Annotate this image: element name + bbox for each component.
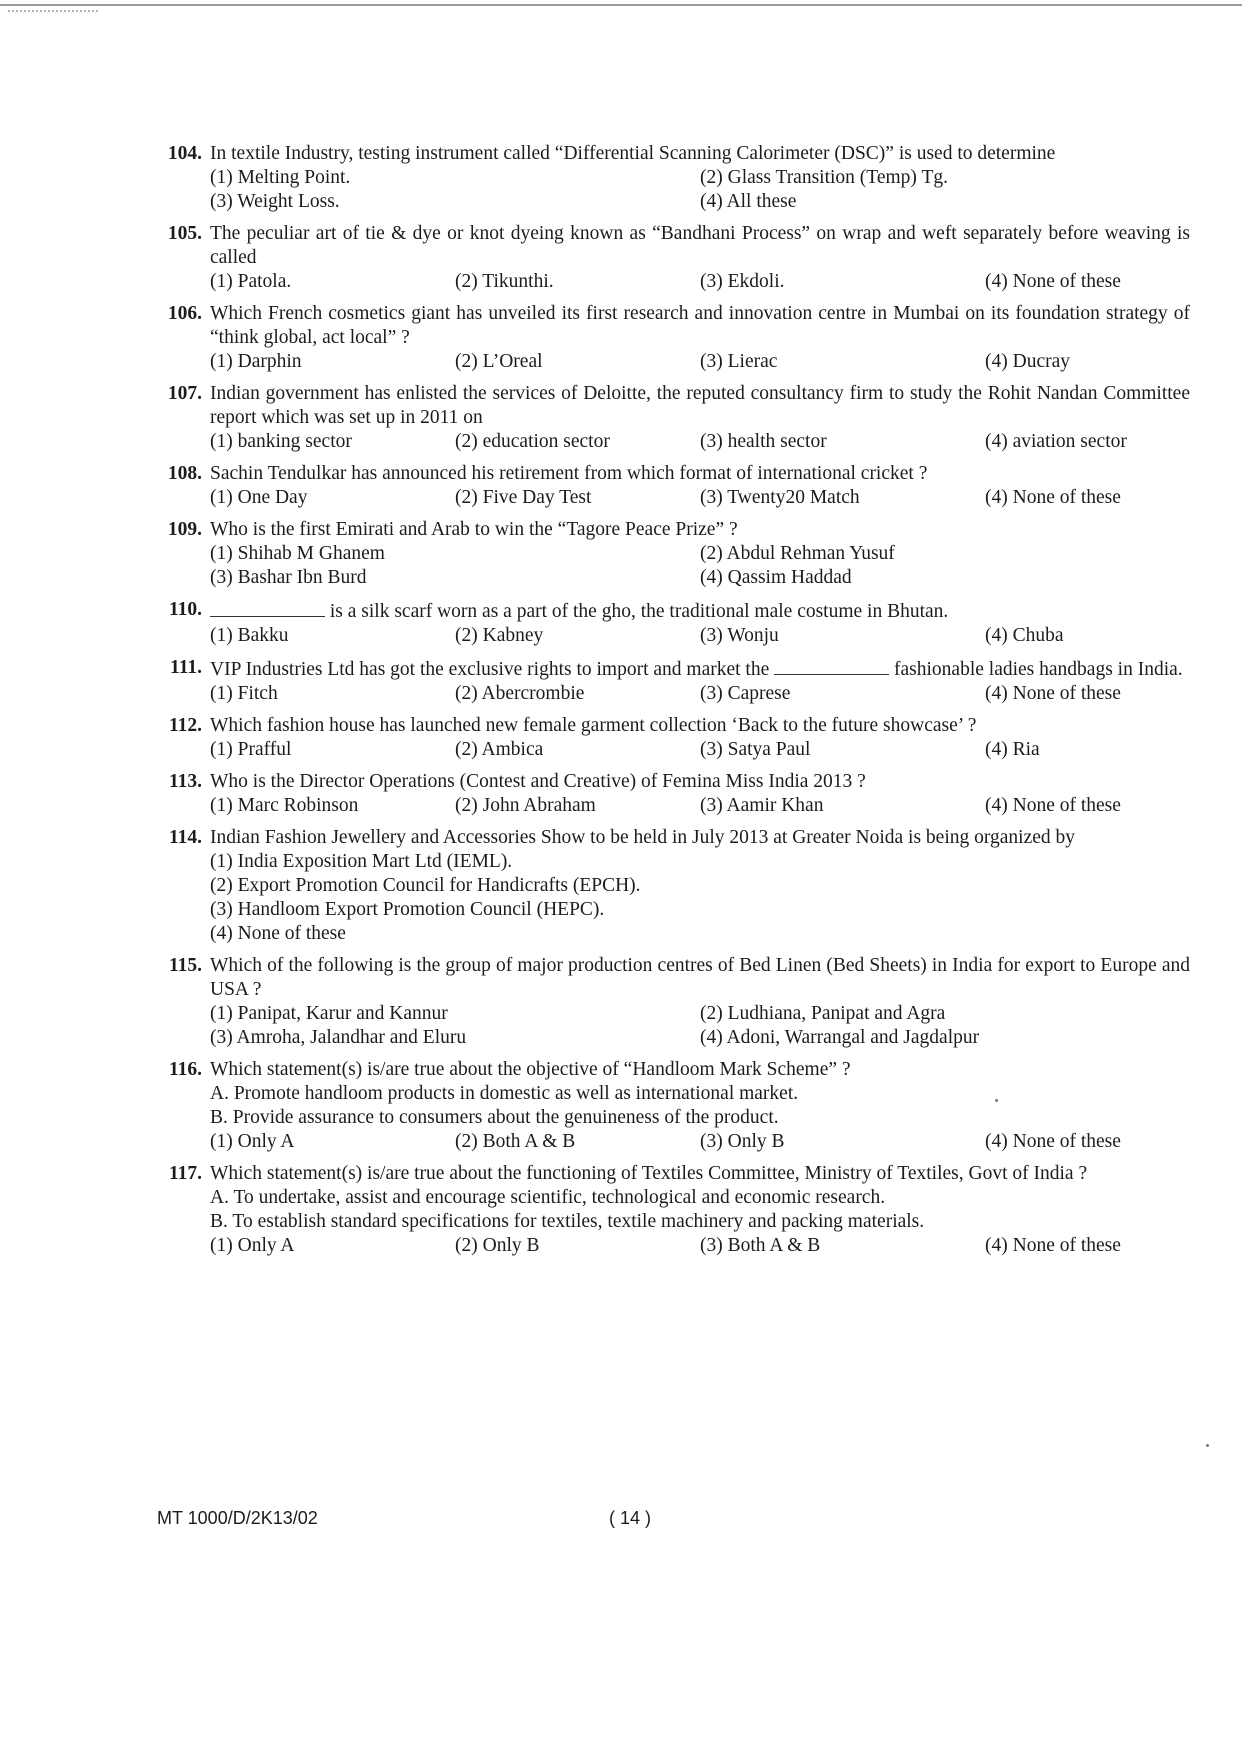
answer-option: (1) Patola.	[210, 271, 292, 292]
statement: B. Provide assurance to consumers about the genuineness of the product.	[210, 1107, 779, 1128]
answer-option: (1) India Exposition Mart Ltd (IEML).	[210, 851, 513, 872]
paper-code: MT 1000/D/2K13/02	[157, 1508, 318, 1528]
answer-options	[210, 542, 1190, 590]
fill-in-blank	[210, 598, 325, 617]
question-item	[155, 462, 1190, 510]
question-text	[210, 656, 1190, 682]
answer-option: (4) None of these	[985, 271, 1121, 292]
question-number: 116.	[168, 1059, 202, 1080]
question-text: The peculiar art of tie & dye or knot dyeing known as “Bandhani Process” on wrap and weft separately before weaving is called	[210, 223, 1190, 268]
answer-option: (4) All these	[700, 191, 797, 212]
question-list	[155, 142, 1190, 1266]
question-item	[155, 1058, 1190, 1154]
answer-option: (3) Both A & B	[700, 1235, 821, 1256]
question-item	[155, 954, 1190, 1050]
question-item	[155, 382, 1190, 454]
answer-option: (3) Amroha, Jalandhar and Eluru	[210, 1027, 467, 1048]
question-text: In textile Industry, testing instrument called “Differential Scanning Calorimeter (DSC)” is used to determine	[210, 143, 1056, 164]
question-body	[210, 714, 1190, 762]
question-body	[210, 382, 1190, 454]
answer-option: (4) None of these	[985, 487, 1121, 508]
answer-options	[210, 1002, 1190, 1050]
question-item	[155, 518, 1190, 590]
question-number: 107.	[167, 383, 202, 404]
answer-option: (2) Kabney	[455, 625, 544, 646]
question-body	[210, 222, 1190, 294]
answer-option: (2) Abercrombie	[455, 683, 585, 704]
answer-option: (4) Chuba	[985, 625, 1064, 646]
answer-option: (3) Caprese	[700, 683, 791, 704]
answer-options	[210, 794, 1190, 818]
question-item	[155, 1162, 1190, 1258]
question-number: 109.	[167, 519, 202, 540]
answer-option: (3) Satya Paul	[700, 739, 811, 760]
answer-option: (3) Twenty20 Match	[700, 487, 860, 508]
question-body	[210, 302, 1190, 374]
answer-option: (2) Ludhiana, Panipat and Agra	[700, 1003, 946, 1024]
question-body	[210, 954, 1190, 1050]
question-number: 110.	[168, 599, 202, 620]
question-body	[210, 1162, 1190, 1258]
answer-options	[210, 850, 1190, 946]
question-text: Who is the Director Operations (Contest and Creative) of Femina Miss India 2013 ?	[210, 771, 866, 792]
question-item	[155, 826, 1190, 946]
answer-option: (3) Weight Loss.	[210, 191, 340, 212]
answer-option: (3) Aamir Khan	[700, 795, 824, 816]
answer-option: (1) Marc Robinson	[210, 795, 359, 816]
answer-option: (1) Shihab M Ghanem	[210, 543, 385, 564]
statement: A. Promote handloom products in domestic as well as international market.	[210, 1083, 799, 1104]
answer-options	[210, 624, 1190, 648]
statement: B. To establish standard specifications for textiles, textile machinery and packing materials.	[210, 1211, 925, 1232]
answer-options	[210, 166, 1190, 214]
answer-option: (3) Lierac	[700, 351, 778, 372]
question-body	[210, 142, 1190, 214]
answer-option: (4) None of these	[985, 795, 1121, 816]
answer-option: (2) Five Day Test	[455, 487, 592, 508]
question-number: 117.	[168, 1163, 202, 1184]
answer-option: (2) Both A & B	[455, 1131, 576, 1152]
question-number: 104.	[167, 143, 202, 164]
question-text: Which fashion house has launched new female garment collection ‘Back to the future showcase’ ?	[210, 715, 977, 736]
answer-option: (2) John Abraham	[455, 795, 596, 816]
answer-option: (4) None of these	[985, 1235, 1121, 1256]
question-text: Which statement(s) is/are true about the functioning of Textiles Committee, Ministry of Textiles, Govt of India ?	[210, 1163, 1088, 1184]
answer-option: (3) Only B	[700, 1131, 785, 1152]
answer-option: (4) Ria	[985, 739, 1040, 760]
question-body	[210, 656, 1190, 706]
answer-option: (4) Qassim Haddad	[700, 567, 852, 588]
question-number: 111.	[170, 657, 202, 678]
answer-option: (3) Ekdoli.	[700, 271, 785, 292]
question-body	[210, 598, 1190, 648]
page-number: ( 14 )	[609, 1508, 652, 1528]
question-text	[210, 598, 1190, 624]
question-number: 114.	[168, 827, 202, 848]
answer-option: (2) education sector	[455, 431, 610, 452]
question-body	[210, 518, 1190, 590]
answer-options	[210, 350, 1190, 374]
question-number: 108.	[167, 463, 202, 484]
answer-options	[210, 738, 1190, 762]
question-item	[155, 598, 1190, 648]
answer-option: (2) Abdul Rehman Yusuf	[700, 543, 895, 564]
answer-option: (1) Only A	[210, 1131, 295, 1152]
answer-option: (4) None of these	[985, 683, 1121, 704]
answer-option: (4) aviation sector	[985, 431, 1127, 452]
answer-option: (4) Ducray	[985, 351, 1070, 372]
question-body	[210, 1058, 1190, 1154]
answer-option: (4) None of these	[985, 1131, 1121, 1152]
answer-options	[210, 682, 1190, 706]
answer-option: (2) Only B	[455, 1235, 540, 1256]
question-text: Which French cosmetics giant has unveiled its first research and innovation centre in Mumbai on its foundation strategy of “think global, act local” ?	[210, 303, 1190, 348]
question-number: 105.	[167, 223, 202, 244]
question-number: 115.	[168, 955, 202, 976]
question-text: Who is the first Emirati and Arab to win the “Tagore Peace Prize” ?	[210, 519, 738, 540]
scan-speck	[1206, 1444, 1209, 1447]
question-text: Indian government has enlisted the services of Deloitte, the reputed consultancy firm to study the Rohit Nandan Committee report which was set up in 2011 on	[210, 383, 1190, 428]
scan-speck	[995, 1099, 998, 1102]
answer-option: (1) banking sector	[210, 431, 352, 452]
question-number: 113.	[168, 771, 202, 792]
answer-option: (1) Melting Point.	[210, 167, 351, 188]
answer-option: (4) None of these	[210, 923, 346, 944]
question-body	[210, 770, 1190, 818]
answer-options	[210, 270, 1190, 294]
answer-option: (3) Bashar Ibn Burd	[210, 567, 367, 588]
answer-option: (1) One Day	[210, 487, 308, 508]
question-body	[210, 462, 1190, 510]
question-item	[155, 222, 1190, 294]
question-text-before-blank: VIP Industries Ltd has got the exclusive rights to import and market the	[210, 659, 775, 680]
answer-option: (2) Ambica	[455, 739, 544, 760]
answer-option: (1) Bakku	[210, 625, 289, 646]
answer-options	[210, 486, 1190, 510]
question-text: Indian Fashion Jewellery and Accessories Show to be held in July 2013 at Greater Noida is being organized by	[210, 827, 1076, 848]
answer-option: (2) Tikunthi.	[455, 271, 554, 292]
scan-edge-mark	[8, 10, 98, 12]
statement: A. To undertake, assist and encourage scientific, technological and economic research.	[210, 1187, 886, 1208]
question-item	[155, 714, 1190, 762]
question-text-after-blank: is a silk scarf worn as a part of the gho, the traditional male costume in Bhutan.	[325, 601, 949, 622]
question-item	[155, 142, 1190, 214]
answer-option: (3) Wonju	[700, 625, 779, 646]
question-item	[155, 302, 1190, 374]
answer-option: (1) Prafful	[210, 739, 292, 760]
question-text: Which statement(s) is/are true about the objective of “Handloom Mark Scheme” ?	[210, 1059, 851, 1080]
answer-option: (1) Only A	[210, 1235, 295, 1256]
answer-options	[210, 430, 1190, 454]
answer-option: (2) Glass Transition (Temp) Tg.	[700, 167, 948, 188]
answer-option: (2) L’Oreal	[455, 351, 543, 372]
answer-option: (1) Darphin	[210, 351, 302, 372]
question-text: Which of the following is the group of major production centres of Bed Linen (Bed Sheets) in India for export to Europe and USA ?	[210, 955, 1190, 1000]
answer-option: (2) Export Promotion Council for Handicrafts (EPCH).	[210, 875, 641, 896]
answer-option: (1) Panipat, Karur and Kannur	[210, 1003, 448, 1024]
question-number: 112.	[168, 715, 202, 736]
fill-in-blank	[774, 656, 889, 675]
scan-top-edge-line	[0, 4, 1242, 6]
question-body	[210, 826, 1190, 946]
answer-option: (4) Adoni, Warrangal and Jagdalpur	[700, 1027, 980, 1048]
answer-option: (3) Handloom Export Promotion Council (HEPC).	[210, 899, 605, 920]
answer-options	[210, 1234, 1190, 1258]
answer-option: (3) health sector	[700, 431, 827, 452]
question-text-after-blank: fashionable ladies handbags in India.	[889, 659, 1183, 680]
question-number: 106.	[167, 303, 202, 324]
question-item	[155, 656, 1190, 706]
answer-options	[210, 1130, 1190, 1154]
answer-option: (1) Fitch	[210, 683, 278, 704]
question-item	[155, 770, 1190, 818]
question-text: Sachin Tendulkar has announced his retirement from which format of international cricket ?	[210, 463, 928, 484]
